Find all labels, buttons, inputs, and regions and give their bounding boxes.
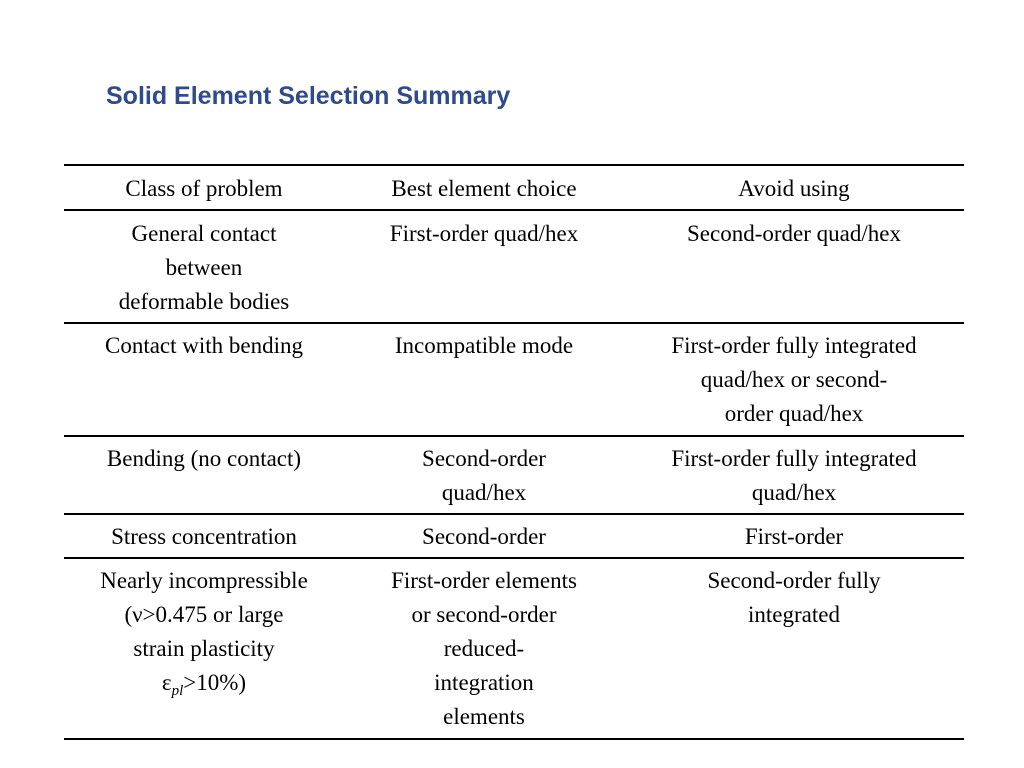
table-top-rule: [64, 164, 964, 166]
cell-line: quad/hex or second-: [700, 367, 888, 392]
cell-line: Stress concentration: [111, 524, 297, 549]
cell-line: quad/hex: [441, 480, 527, 505]
row-divider: [64, 435, 964, 437]
slide-title: Solid Element Selection Summary: [106, 82, 511, 110]
table-cell-problem: [74, 217, 334, 319]
row-divider: [64, 513, 964, 515]
row-divider: [64, 322, 964, 324]
cell-line: First-order fully integrated: [671, 446, 917, 471]
cell-line: Second-order: [422, 524, 546, 549]
cell-line: elements: [443, 704, 525, 729]
header-best-element-choice: Best element choice: [391, 176, 577, 201]
cell-line: First-order: [744, 524, 844, 549]
cell-line: Bending (no contact): [106, 446, 302, 471]
epsilon-symbol: ε: [161, 670, 172, 695]
table-cell-avoid: [634, 329, 954, 431]
cell-line: First-order quad/hex: [389, 221, 579, 246]
table-cell-avoid: [634, 442, 954, 510]
header-class-of-problem: Class of problem: [125, 176, 283, 201]
table-cell-problem: [74, 520, 334, 554]
cell-line: Second-order fully: [707, 568, 881, 593]
cell-line: order quad/hex: [724, 401, 864, 426]
table-cell-best: [354, 442, 614, 510]
cell-line: Incompatible mode: [394, 333, 574, 358]
cell-line: (ν>0.475 or large: [124, 602, 284, 627]
table-cell-problem: [74, 564, 334, 708]
cell-line: First-order fully integrated: [671, 333, 917, 358]
header-avoid-using: Avoid using: [738, 176, 850, 201]
table-cell-avoid: [634, 217, 954, 251]
header-bottom-rule: [64, 209, 964, 211]
cell-line: First-order elements: [391, 568, 577, 593]
table-cell-best: [354, 564, 614, 734]
table-cell-avoid: [634, 520, 954, 554]
table-cell-problem: [74, 329, 334, 363]
table-cell-best: [354, 520, 614, 554]
cell-line: Second-order quad/hex: [687, 221, 901, 246]
cell-line: deformable bodies: [118, 289, 290, 314]
table-bottom-rule: [64, 738, 964, 740]
table-cell-problem: [74, 442, 334, 476]
cell-line: Second-order: [422, 446, 546, 471]
cell-line: Contact with bending: [104, 333, 304, 358]
cell-line: or second-order: [411, 602, 557, 627]
strain-threshold: >10%): [183, 670, 247, 695]
cell-line: integrated: [748, 602, 840, 627]
cell-line: strain plasticity: [133, 636, 275, 661]
row-divider: [64, 557, 964, 559]
table-cell-best: [354, 329, 614, 363]
table-cell-best: [354, 217, 614, 251]
cell-line: reduced-: [443, 636, 525, 661]
plastic-subscript: pl: [171, 683, 184, 699]
cell-line: Nearly incompressible: [100, 568, 308, 593]
cell-line: quad/hex: [751, 480, 837, 505]
table-cell-avoid: [634, 564, 954, 632]
cell-line: General contact: [131, 221, 277, 246]
cell-line: integration: [434, 670, 534, 695]
cell-line-strain-expression: [74, 666, 334, 708]
cell-line: between: [165, 255, 243, 280]
